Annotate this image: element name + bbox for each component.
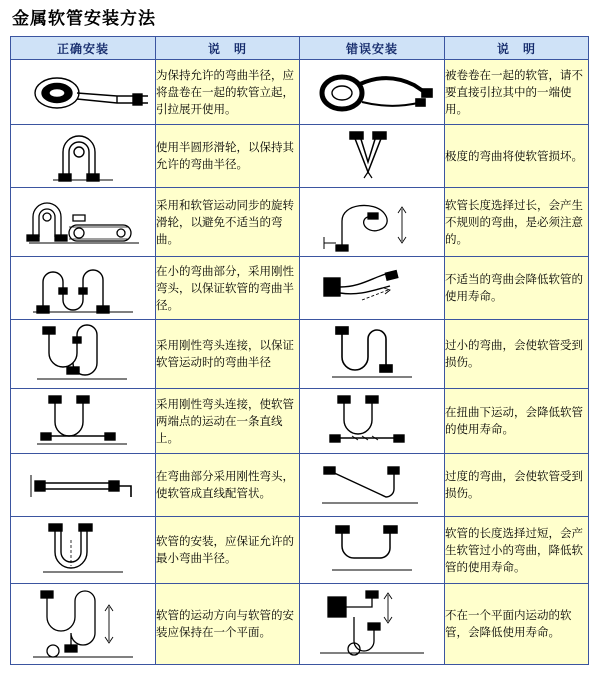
correct-note-cell: 为保持允许的弯曲半径，应将盘卷在一起的软管立起，引拉展开使用。 xyxy=(156,60,300,125)
correct-figure-cell xyxy=(11,454,156,517)
wrong-figure-cell xyxy=(300,584,445,665)
table-row xyxy=(11,584,589,665)
correct-figure-cell xyxy=(11,125,156,188)
correct-note-cell: 在小的弯曲部分，采用刚性弯头，以保证软管的弯曲半径。 xyxy=(156,257,300,320)
hose-sharp-v-bend-icon xyxy=(302,128,442,184)
hose-motion-out-of-plane-icon xyxy=(302,587,442,661)
correct-note-cell: 采用和软管运动同步的旋转滑轮，以避免不适当的弯曲。 xyxy=(156,188,300,257)
correct-figure-cell xyxy=(11,517,156,584)
correct-figure-cell xyxy=(11,584,156,665)
twisted-hose-u-shape-icon xyxy=(302,392,442,450)
rigid-elbow-straight-line-motion-icon xyxy=(13,392,153,450)
wrong-note-cell: 被卷卷在一起的软管，请不要直接引拉其中的一端使用。 xyxy=(445,60,589,125)
wrong-note-cell: 不适当的弯曲会降低软管的使用寿命。 xyxy=(445,257,589,320)
hose-too-long-irregular-loop-icon xyxy=(302,191,442,253)
coiled-hose-pulled-one-end-icon xyxy=(302,63,442,121)
correct-figure-cell xyxy=(11,257,156,320)
hose-installation-table xyxy=(10,36,589,665)
table-row xyxy=(11,454,589,517)
table-row xyxy=(11,517,589,584)
rigid-bend-small-radius-section-icon xyxy=(13,260,153,316)
wrong-note-cell: 过度的弯曲，会使软管受到损伤。 xyxy=(445,454,589,517)
wrong-note-cell: 不在一个平面内运动的软管，会降低使用寿命。 xyxy=(445,584,589,665)
coiled-hose-flat-reel-icon xyxy=(13,63,153,121)
hose-on-rotating-sheave-chain-icon xyxy=(13,191,153,253)
correct-figure-cell xyxy=(11,188,156,257)
table-row xyxy=(11,125,589,188)
wrong-figure-cell xyxy=(300,389,445,454)
wrong-figure-cell xyxy=(300,517,445,584)
wrong-note-cell: 软管长度选择过长，会产生不规则的弯曲，是必须注意的。 xyxy=(445,188,589,257)
wrong-figure-cell xyxy=(300,320,445,389)
correct-figure-cell xyxy=(11,60,156,125)
correct-note-cell: 软管的安装，应保证允许的最小弯曲半径。 xyxy=(156,517,300,584)
rigid-elbow-straight-pipe-layout-icon xyxy=(13,457,153,513)
correct-note-cell: 采用刚性弯头连接，以保证软管运动时的弯曲半径 xyxy=(156,320,300,389)
table-row xyxy=(11,320,589,389)
table-row xyxy=(11,257,589,320)
wrong-figure-cell xyxy=(300,188,445,257)
wrong-figure-cell xyxy=(300,454,445,517)
correct-note-cell: 使用半圆形滑轮，以保持其允许的弯曲半径。 xyxy=(156,125,300,188)
correct-note-cell: 软管的运动方向与软管的安装应保持在一个平面。 xyxy=(156,584,300,665)
correct-note-cell: 在弯曲部分采用刚性弯头，使软管成直线配管状。 xyxy=(156,454,300,517)
correct-note-cell: 采用刚性弯头连接，使软管两端点的运动在一条直线上。 xyxy=(156,389,300,454)
rigid-elbow-connection-u-loop-icon xyxy=(13,323,153,385)
wrong-figure-cell xyxy=(300,257,445,320)
wrong-note-cell: 过小的弯曲，会使软管受到损伤。 xyxy=(445,320,589,389)
table-header-row xyxy=(11,37,589,60)
table-row xyxy=(11,389,589,454)
too-small-bend-radius-loop-icon xyxy=(302,323,442,385)
wrong-note-cell: 在扭曲下运动，会降低软管的使用寿命。 xyxy=(445,389,589,454)
table-row xyxy=(11,188,589,257)
wrong-note-cell: 极度的弯曲将使软管损坏。 xyxy=(445,125,589,188)
header-wrong-note: 说 明 xyxy=(445,37,589,60)
hose-install-min-bend-radius-icon xyxy=(13,520,153,580)
hose-motion-same-plane-icon xyxy=(13,587,153,661)
wrong-figure-cell xyxy=(300,60,445,125)
header-correct-install: 正确安装 xyxy=(11,37,156,60)
table-row xyxy=(11,60,589,125)
improper-bend-short-life-icon xyxy=(302,260,442,316)
over-bend-right-angle-icon xyxy=(302,457,442,513)
header-wrong-install: 错误安装 xyxy=(300,37,445,60)
header-correct-note: 说 明 xyxy=(156,37,300,60)
wrong-figure-cell xyxy=(300,125,445,188)
hose-too-short-tight-bend-icon xyxy=(302,520,442,580)
correct-figure-cell xyxy=(11,389,156,454)
hose-over-semicircular-sheave-icon xyxy=(13,128,153,184)
correct-figure-cell xyxy=(11,320,156,389)
page-title: 金属软管安装方法 xyxy=(12,9,156,29)
wrong-note-cell: 软管的长度选择过短，会产生软管过小的弯曲，降低软管的使用寿命。 xyxy=(445,517,589,584)
